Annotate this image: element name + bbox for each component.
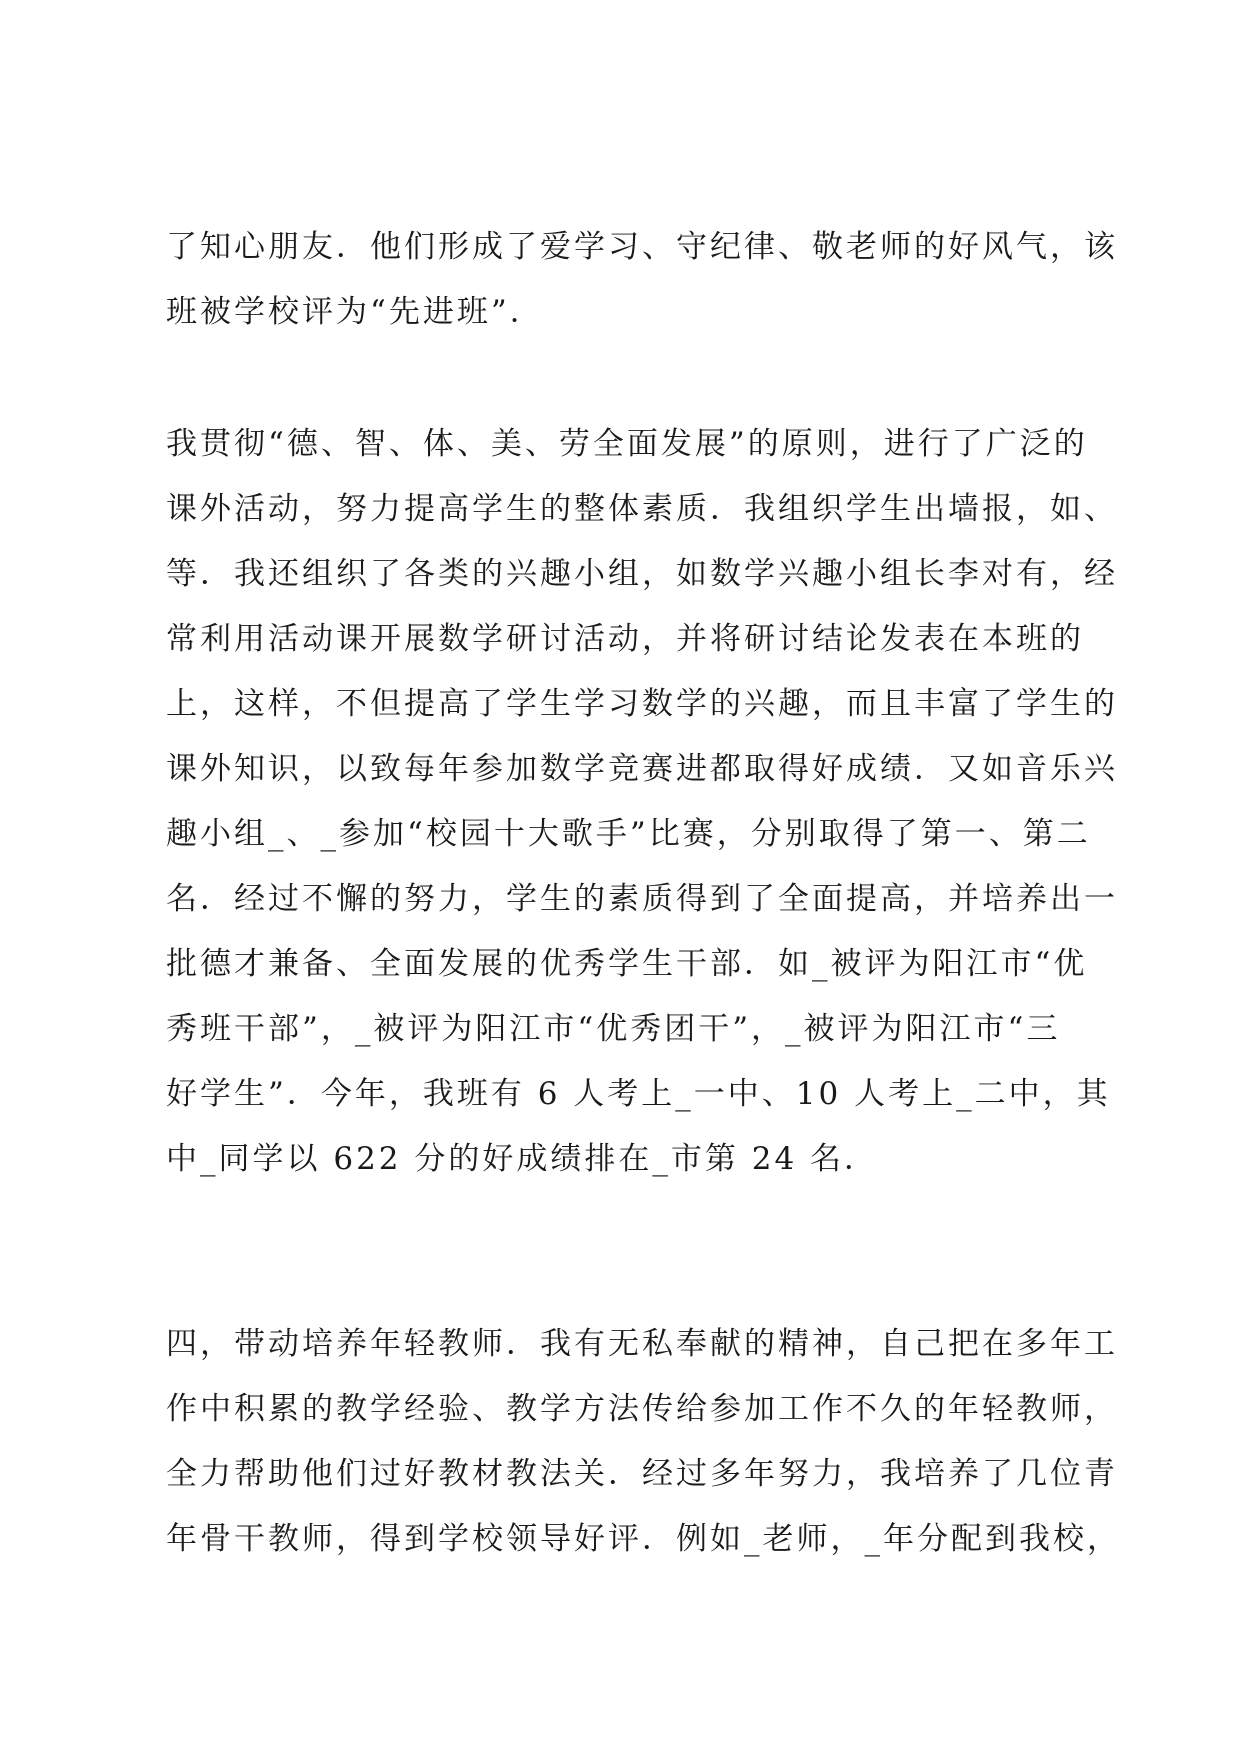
- text-line: 秀班干部”，_被评为阳江市“优秀团干”，_被评为阳江市“三: [166, 1011, 1061, 1047]
- text-line: 课外活动，努力提高学生的整体素质．我组织学生出墙报，如、: [166, 491, 1118, 527]
- text-line: 常利用活动课开展数学研讨活动，并将研讨结论发表在本班的: [166, 621, 1084, 657]
- text-line: 等．我还组织了各类的兴趣小组，如数学兴趣小组长李对有，经: [166, 556, 1118, 592]
- text-line: 我贯彻“德、智、体、美、劳全面发展”的原则，进行了广泛的: [166, 426, 1088, 462]
- text-line: 课外知识，以致每年参加数学竞赛进都取得好成绩．又如音乐兴: [166, 751, 1118, 787]
- text-line: 上，这样，不但提高了学生学习数学的兴趣，而且丰富了学生的: [166, 686, 1118, 722]
- text-line: 名．经过不懈的努力，学生的素质得到了全面提高，并培养出一: [166, 881, 1118, 917]
- text-line: 班被学校评为“先进班”．: [166, 294, 544, 330]
- paragraph-extracurricular: [166, 412, 1118, 1192]
- text-line: 作中积累的教学经验、教学方法传给参加工作不久的年轻教师，: [166, 1391, 1118, 1427]
- text-line: 好学生”．今年，我班有 6 人考上_一中、10 人考上_二中，其: [166, 1076, 1111, 1112]
- text-line: 趣小组_、_参加“校园十大歌手”比赛，分别取得了第一、第二: [166, 816, 1091, 852]
- text-line: 四，带动培养年轻教师．我有无私奉献的精神，自己把在多年工: [166, 1326, 1118, 1362]
- paragraph-young-teachers: [166, 1312, 1121, 1572]
- text-line: 中_同学以 622 分的好成绩排在_市第 24 名．: [166, 1141, 879, 1177]
- paragraph-class-honor: [166, 215, 1118, 345]
- text-line: 全力帮助他们过好教材教法关．经过多年努力，我培养了几位青: [166, 1456, 1118, 1492]
- text-line: 了知心朋友．他们形成了爱学习、守纪律、敬老师的好风气，该: [166, 229, 1118, 265]
- text-line: 年骨干教师，得到学校领导好评．例如_老师，_年分配到我校，: [166, 1521, 1121, 1557]
- text-line: 批德才兼备、全面发展的优秀学生干部．如_被评为阳江市“优: [166, 946, 1088, 982]
